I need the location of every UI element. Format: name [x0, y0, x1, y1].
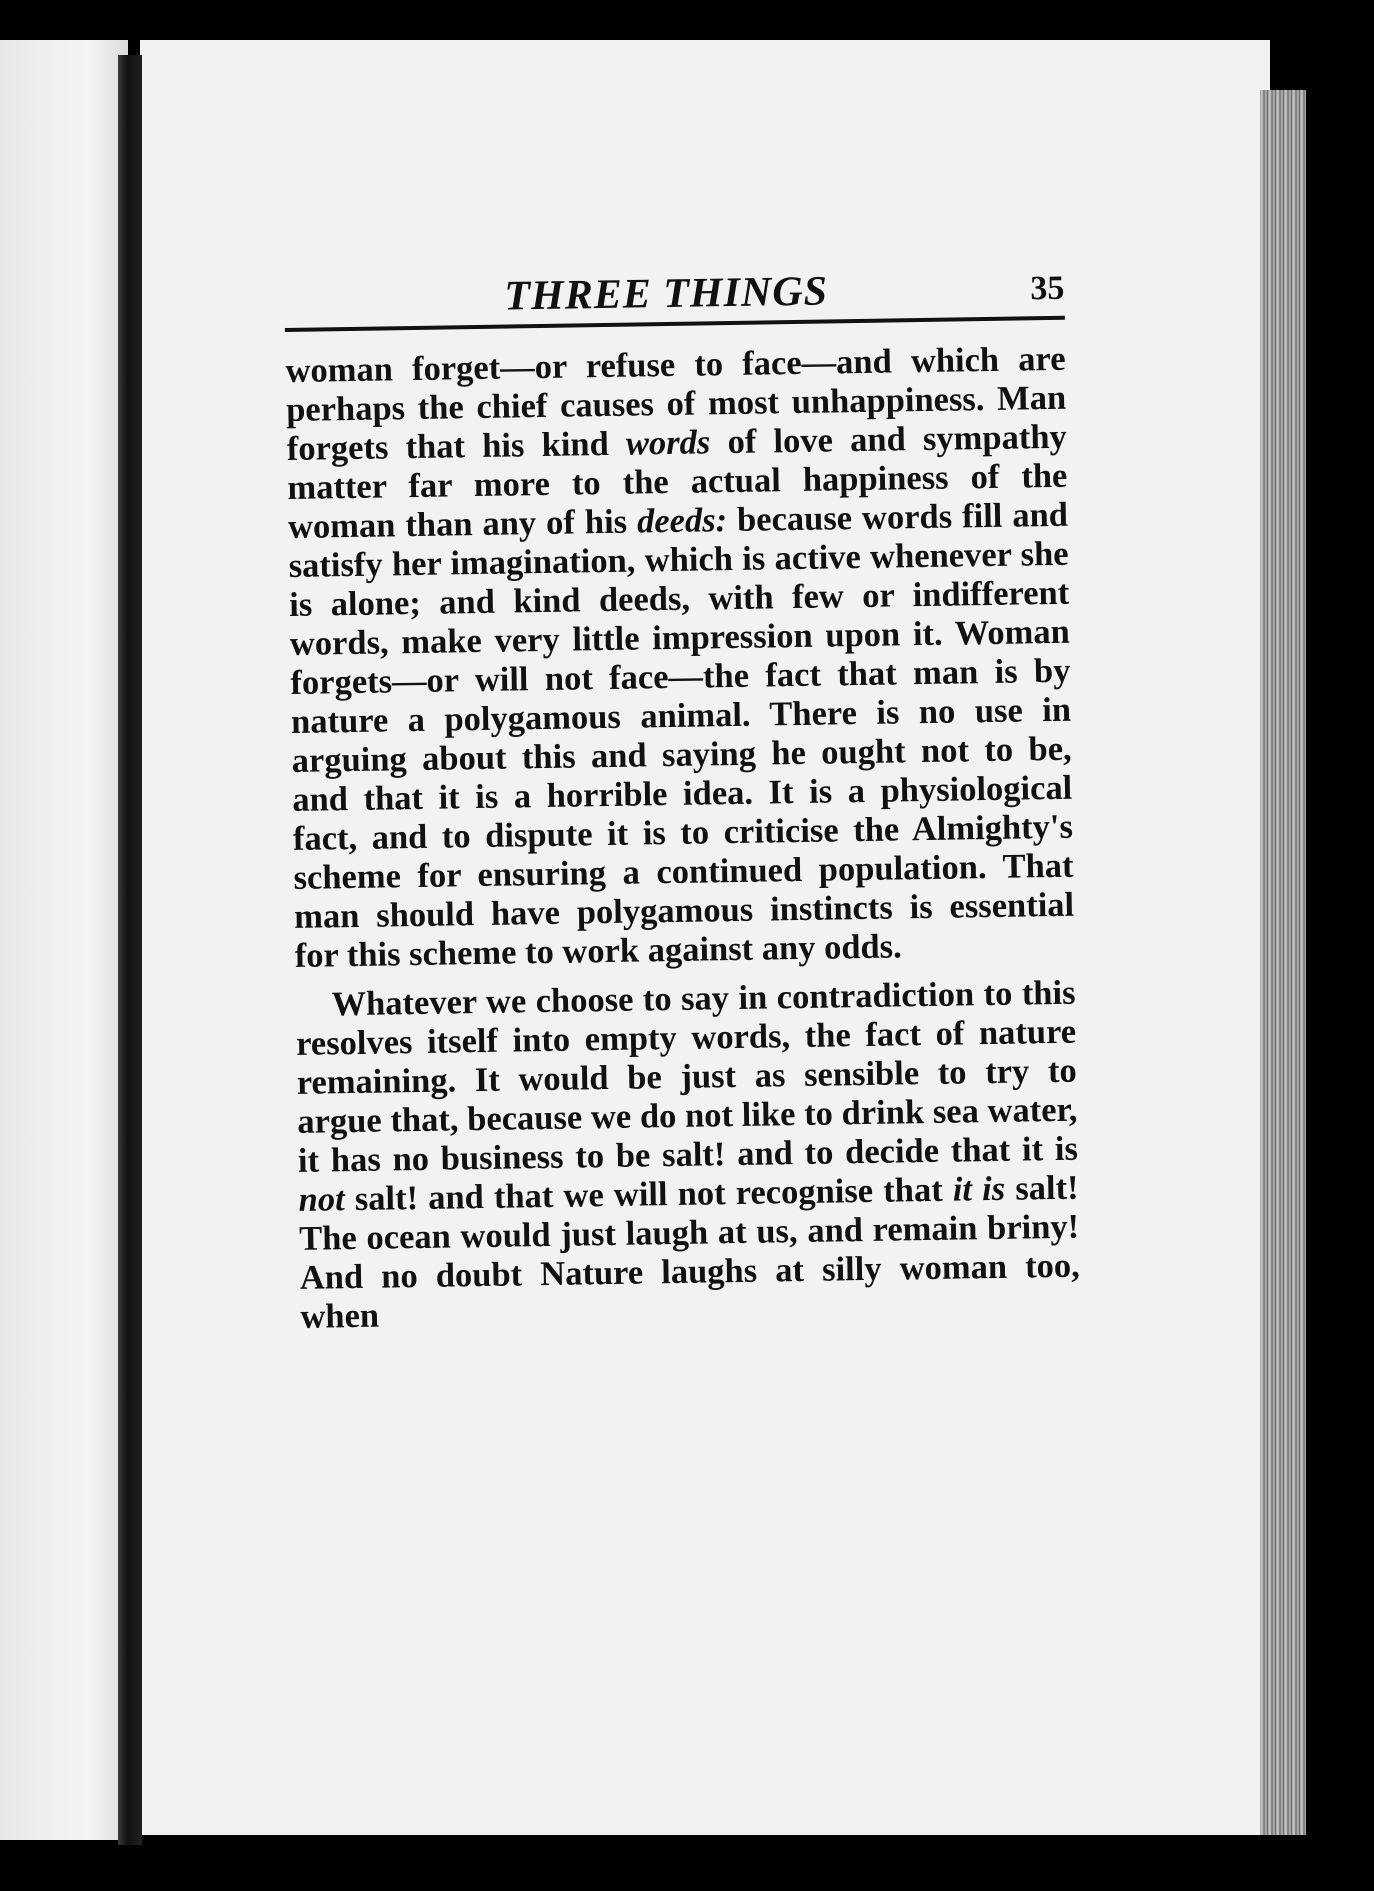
scan-border	[1306, 70, 1374, 1891]
text-run: of love and sympathy matter far more to the actual happiness of the woman than any of his	[287, 417, 1068, 546]
paragraph-2	[295, 974, 1080, 1337]
italic-emphasis: words	[625, 423, 711, 463]
paragraph-1	[285, 340, 1075, 976]
text-run: salt! The ocean would just laugh at us, and remain briny! And no doubt Nature laughs at silly woman too, when	[298, 1168, 1081, 1336]
italic-emphasis: deeds:	[636, 501, 728, 541]
italic-emphasis: it is	[952, 1169, 1006, 1209]
left-page-edge	[0, 40, 128, 1840]
text-run: Whatever we choose to say in contradiction to this resolves itself into empty words, the fact of nature remaining. It would be just as sensible to try to argue that, because we do not like to drink sea water, it has no business to be salt! and to decide that it is	[295, 973, 1079, 1180]
text-run: salt! and that we will not recognise that	[344, 1170, 954, 1219]
page-stack-edge	[1260, 90, 1306, 1835]
text-run: woman forget—or refuse to face—and which are perhaps the chief causes of most unhappiness. Man forgets that his kind	[285, 339, 1067, 468]
page-number: 35	[1030, 269, 1065, 308]
book-gutter	[118, 55, 142, 1845]
body-text	[285, 340, 1080, 1337]
italic-emphasis: not	[298, 1180, 345, 1219]
running-title: THREE THINGS	[504, 268, 829, 320]
running-header	[284, 258, 1065, 332]
text-run: because words fill and satisfy her imagination, which is active whenever she is alone; and kind deeds, with few or indifferent words, make very little impression upon it. Woman forgets—or will not face—the fact that man is by nature a polygamous animal. There is no use in arguing about this and saying he ought not to be, and that it is a horrible idea. It is a physiological fact, and to dispute it is to criticise the Almighty's scheme for ensuring a continued population. That man should have polygamous instincts is essential for this scheme to work against any odds.	[288, 495, 1075, 975]
page-content	[284, 258, 1081, 1337]
